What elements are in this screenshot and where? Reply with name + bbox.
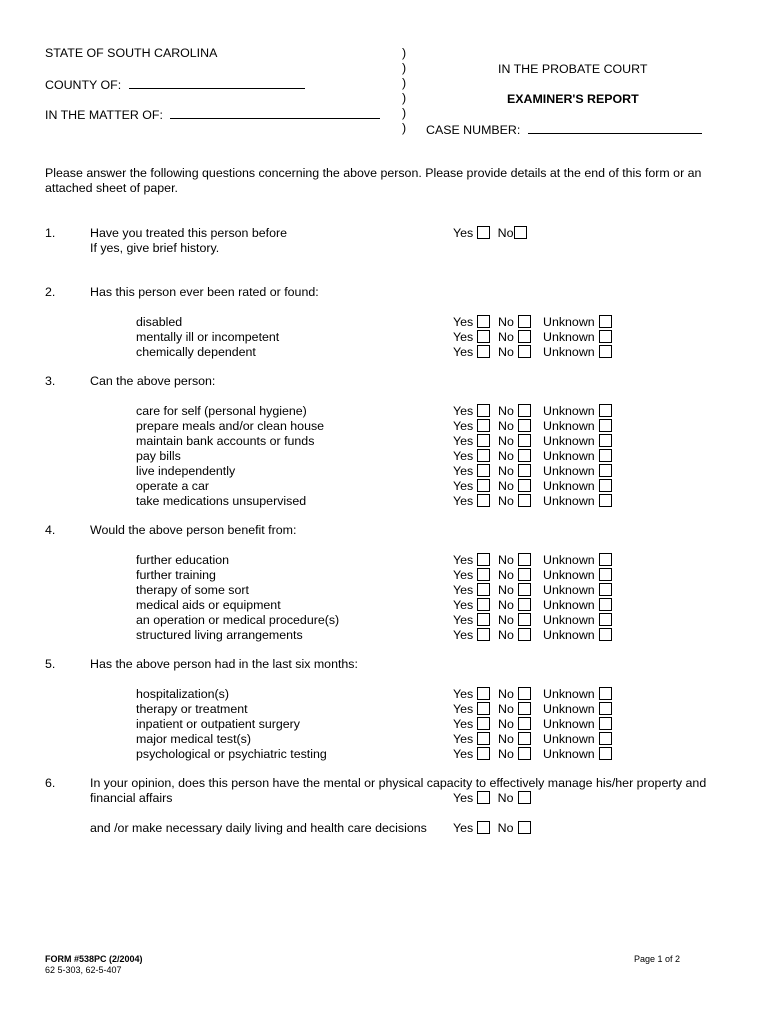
form-number: FORM #538PC (2/2004) [45,954,143,964]
no-checkbox[interactable] [518,464,531,477]
yes-checkbox[interactable] [477,494,490,507]
paren-3: ) [402,76,407,90]
no-checkbox[interactable] [518,598,531,611]
yes-checkbox[interactable] [477,226,490,239]
no-label: No [497,226,514,240]
unknown-label: Unknown [543,717,595,731]
yes-option [453,568,490,583]
no-option [498,330,531,345]
no-checkbox[interactable] [518,732,531,745]
yes-label: Yes [453,553,474,567]
unknown-option [543,553,612,568]
unknown-option [543,434,612,449]
yes-label: Yes [453,315,474,329]
no-checkbox[interactable] [518,568,531,581]
yes-label: Yes [453,598,474,612]
intro-line-2: attached sheet of paper. [45,181,178,195]
yes-checkbox[interactable] [477,598,490,611]
unknown-label: Unknown [543,702,595,716]
unknown-label: Unknown [543,628,595,642]
q2-item: chemically dependent [136,345,256,359]
no-label: No [498,687,514,701]
yes-option [453,702,490,717]
unknown-label: Unknown [543,464,595,478]
unknown-checkbox[interactable] [599,568,612,581]
q1-number: 1. [45,226,56,240]
no-label: No [498,598,514,612]
q1-text: Have you treated this person before [90,226,287,240]
no-checkbox[interactable] [518,687,531,700]
q6-text-line-1: In your opinion, does this person have the mental or physical capacity to effectively manage his/her property and [90,776,707,790]
q6-text-line-2: financial affairs [90,791,173,805]
yes-checkbox[interactable] [477,404,490,417]
yes-option [453,345,490,360]
unknown-checkbox[interactable] [599,494,612,507]
unknown-label: Unknown [543,479,595,493]
q3-item: operate a car [136,479,210,493]
yes-option [453,419,490,434]
unknown-label: Unknown [543,330,595,344]
q4-answer-row [453,553,623,568]
unknown-checkbox[interactable] [599,553,612,566]
yes-checkbox[interactable] [477,628,490,641]
q3-answer-row [453,464,623,479]
no-label: No [498,717,514,731]
no-label: No [498,479,514,493]
unknown-option [543,583,612,598]
yes-checkbox[interactable] [477,330,490,343]
yes-option [453,717,490,732]
no-label: No [498,747,514,761]
q4-answer-row [453,568,623,583]
no-option [498,434,531,449]
q4-item: therapy of some sort [136,583,249,597]
no-option [498,687,531,702]
unknown-label: Unknown [543,315,595,329]
no-option [498,613,531,628]
unknown-option [543,628,612,643]
q3-item: live independently [136,464,236,478]
yes-option [453,449,490,464]
yes-label: Yes [453,821,474,835]
q2-item: disabled [136,315,183,329]
no-option [498,628,531,643]
no-label: No [498,494,514,508]
no-checkbox[interactable] [518,345,531,358]
no-label: No [498,583,514,597]
yes-checkbox[interactable] [477,345,490,358]
no-label: No [498,613,514,627]
unknown-option [543,732,612,747]
unknown-checkbox[interactable] [599,479,612,492]
matter-input[interactable] [170,106,380,119]
no-option [498,494,531,509]
court-label: IN THE PROBATE COURT [498,62,648,76]
q3-answer-row [453,494,623,509]
q5-item: hospitalization(s) [136,687,229,701]
unknown-checkbox[interactable] [599,464,612,477]
q6-answers-1 [453,791,531,806]
q6-answers-2 [453,821,531,836]
yes-label: Yes [453,330,474,344]
q2-answer-row [453,315,623,330]
q2-item: mentally ill or incompetent [136,330,280,344]
yes-option [453,628,490,643]
no-label: No [498,568,514,582]
no-label: No [498,732,514,746]
no-option [498,568,531,583]
unknown-label: Unknown [543,732,595,746]
q5-item: major medical test(s) [136,732,251,746]
yes-option [453,553,490,568]
unknown-option [543,494,612,509]
unknown-checkbox[interactable] [599,717,612,730]
unknown-label: Unknown [543,345,595,359]
unknown-option [543,747,612,762]
q4-answer-row [453,583,623,598]
yes-option [453,732,490,747]
no-label: No [498,434,514,448]
yes-checkbox[interactable] [477,791,490,804]
unknown-option [543,419,612,434]
yes-label: Yes [453,345,474,359]
intro-line-1: Please answer the following questions concerning the above person. Please provide details at the end of this form or an [45,166,702,180]
unknown-label: Unknown [543,449,595,463]
yes-checkbox[interactable] [477,583,490,596]
paren-2: ) [402,61,407,75]
unknown-checkbox[interactable] [599,330,612,343]
yes-option [453,613,490,628]
no-checkbox[interactable] [518,315,531,328]
yes-label: Yes [453,702,474,716]
unknown-option [543,702,612,717]
q2-answer-row [453,330,623,345]
yes-checkbox[interactable] [477,479,490,492]
no-checkbox[interactable] [518,449,531,462]
yes-label: Yes [453,791,474,805]
paren-6: ) [402,121,407,135]
q3-number: 3. [45,374,56,388]
no-option [498,315,531,330]
q4-number: 4. [45,523,56,537]
q5-answer-row [453,747,623,762]
unknown-option [543,598,612,613]
unknown-checkbox[interactable] [599,345,612,358]
q5-answer-row [453,732,623,747]
q3-answer-row [453,434,623,449]
unknown-label: Unknown [543,687,595,701]
unknown-option [543,613,612,628]
no-label: No [498,404,514,418]
yes-label: Yes [453,494,474,508]
unknown-option [543,315,612,330]
no-label: No [497,821,514,835]
yes-checkbox[interactable] [477,821,490,834]
no-option [498,404,531,419]
no-checkbox[interactable] [518,717,531,730]
no-label: No [498,553,514,567]
unknown-option [543,464,612,479]
no-option [498,717,531,732]
unknown-option [543,479,612,494]
q5-item: therapy or treatment [136,702,248,716]
yes-checkbox[interactable] [477,315,490,328]
yes-label: Yes [453,464,474,478]
yes-label: Yes [453,479,474,493]
q4-answer-row [453,598,623,613]
yes-checkbox[interactable] [477,419,490,432]
q3-item: maintain bank accounts or funds [136,434,315,448]
q3-text: Can the above person: [90,374,216,388]
yes-checkbox[interactable] [477,434,490,447]
no-checkbox[interactable] [518,791,531,804]
yes-checkbox[interactable] [477,717,490,730]
no-label: No [498,702,514,716]
unknown-label: Unknown [543,494,595,508]
unknown-checkbox[interactable] [599,598,612,611]
q2-text: Has this person ever been rated or found: [90,285,319,299]
q3-item: prepare meals and/or clean house [136,419,325,433]
unknown-option [543,330,612,345]
no-checkbox[interactable] [518,613,531,626]
no-label: No [498,330,514,344]
matter-field [45,106,380,123]
yes-label: Yes [453,419,474,433]
unknown-checkbox[interactable] [599,732,612,745]
yes-option [453,687,490,702]
unknown-label: Unknown [543,404,595,418]
no-label: No [498,628,514,642]
no-option [498,449,531,464]
q4-answer-row [453,628,623,643]
unknown-label: Unknown [543,583,595,597]
yes-label: Yes [453,226,474,240]
yes-label: Yes [453,717,474,731]
unknown-checkbox[interactable] [599,613,612,626]
q5-text: Has the above person had in the last six months: [90,657,358,671]
yes-option [453,583,490,598]
unknown-label: Unknown [543,598,595,612]
yes-option [453,330,490,345]
unknown-option [543,687,612,702]
unknown-checkbox[interactable] [599,687,612,700]
q5-answer-row [453,702,623,717]
no-checkbox[interactable] [518,553,531,566]
no-checkbox[interactable] [518,628,531,641]
yes-checkbox[interactable] [477,568,490,581]
q4-item: further training [136,568,216,582]
unknown-label: Unknown [543,553,595,567]
no-checkbox[interactable] [518,494,531,507]
yes-label: Yes [453,449,474,463]
unknown-option [543,345,612,360]
q2-number: 2. [45,285,56,299]
page-number: Page 1 of 2 [634,954,681,964]
no-option [498,747,531,762]
yes-checkbox[interactable] [477,732,490,745]
no-option [498,702,531,717]
unknown-label: Unknown [543,568,595,582]
no-label: No [498,315,514,329]
yes-label: Yes [453,687,474,701]
state-label: STATE OF SOUTH CAROLINA [45,46,218,60]
unknown-checkbox[interactable] [599,747,612,760]
q4-item: further education [136,553,229,567]
no-label: No [498,464,514,478]
paren-1: ) [402,46,407,60]
unknown-checkbox[interactable] [599,702,612,715]
yes-option [453,434,490,449]
q3-item: take medications unsupervised [136,494,307,508]
no-option [498,479,531,494]
unknown-label: Unknown [543,613,595,627]
q3-item: care for self (personal hygiene) [136,404,307,418]
yes-label: Yes [453,747,474,761]
no-option [498,553,531,568]
yes-checkbox[interactable] [477,464,490,477]
no-label: No [498,449,514,463]
q4-item: structured living arrangements [136,628,303,642]
yes-label: Yes [453,568,474,582]
no-checkbox[interactable] [514,226,527,239]
unknown-label: Unknown [543,419,595,433]
yes-checkbox[interactable] [477,702,490,715]
no-option [498,732,531,747]
matter-label: IN THE MATTER OF: [45,108,163,122]
q3-item: pay bills [136,449,181,463]
q2-answer-row [453,345,623,360]
no-checkbox[interactable] [518,404,531,417]
yes-checkbox[interactable] [477,553,490,566]
q6-number: 6. [45,776,56,790]
q4-text: Would the above person benefit from: [90,523,297,537]
no-checkbox[interactable] [518,583,531,596]
q3-answer-row [453,404,623,419]
yes-option [453,315,490,330]
no-checkbox[interactable] [518,479,531,492]
yes-label: Yes [453,628,474,642]
yes-checkbox[interactable] [477,613,490,626]
q1-answers [453,226,527,241]
yes-label: Yes [453,434,474,448]
q4-answer-row [453,613,623,628]
yes-option [453,464,490,479]
county-input[interactable] [129,76,305,89]
unknown-label: Unknown [543,434,595,448]
q5-item: inpatient or outpatient surgery [136,717,300,731]
county-field [45,76,305,93]
q5-item: psychological or psychiatric testing [136,747,327,761]
no-option [498,419,531,434]
q5-answer-row [453,687,623,702]
yes-checkbox[interactable] [477,687,490,700]
q5-number: 5. [45,657,56,671]
yes-label: Yes [453,404,474,418]
case-number-label: CASE NUMBER: [426,123,521,137]
statute-codes: 62 5-303, 62-5-407 [45,965,122,975]
unknown-checkbox[interactable] [599,583,612,596]
no-option [498,464,531,479]
q4-item: an operation or medical procedure(s) [136,613,340,627]
unknown-checkbox[interactable] [599,419,612,432]
unknown-option [543,449,612,464]
yes-checkbox[interactable] [477,747,490,760]
no-option [498,583,531,598]
unknown-label: Unknown [543,747,595,761]
q3-answer-row [453,479,623,494]
case-number-field [426,121,702,138]
q1-subtext: If yes, give brief history. [90,241,220,255]
q4-item: medical aids or equipment [136,598,281,612]
no-checkbox[interactable] [518,821,531,834]
yes-option [453,747,490,762]
no-checkbox[interactable] [518,419,531,432]
unknown-option [543,717,612,732]
no-label: No [498,419,514,433]
no-label: No [498,345,514,359]
unknown-checkbox[interactable] [599,404,612,417]
no-option [498,598,531,613]
unknown-checkbox[interactable] [599,628,612,641]
county-label: COUNTY OF: [45,78,122,92]
yes-checkbox[interactable] [477,449,490,462]
paren-5: ) [402,106,407,120]
unknown-checkbox[interactable] [599,449,612,462]
q3-answer-row [453,449,623,464]
paren-4: ) [402,91,407,105]
page-title: EXAMINER'S REPORT [507,92,639,106]
yes-option [453,404,490,419]
no-checkbox[interactable] [518,747,531,760]
yes-option [453,494,490,509]
unknown-checkbox[interactable] [599,315,612,328]
unknown-option [543,404,612,419]
yes-label: Yes [453,583,474,597]
no-checkbox[interactable] [518,702,531,715]
no-label: No [497,791,514,805]
unknown-option [543,568,612,583]
q6-text-line-3: and /or make necessary daily living and health care decisions [90,821,427,835]
q3-answer-row [453,419,623,434]
yes-option [453,479,490,494]
no-checkbox[interactable] [518,434,531,447]
unknown-checkbox[interactable] [599,434,612,447]
yes-label: Yes [453,732,474,746]
yes-label: Yes [453,613,474,627]
yes-option [453,598,490,613]
no-option [498,345,531,360]
no-checkbox[interactable] [518,330,531,343]
case-number-input[interactable] [528,121,702,134]
q5-answer-row [453,717,623,732]
